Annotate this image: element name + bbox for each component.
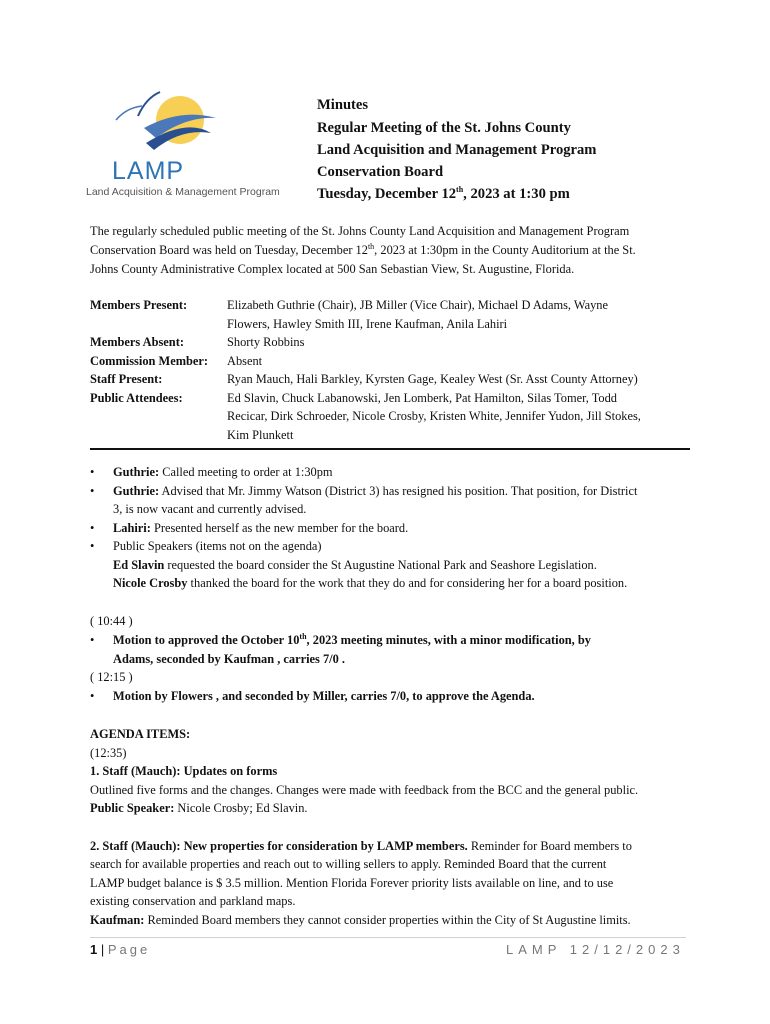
time-stamp-2: ( 12:15 ) xyxy=(90,670,133,684)
header-date-sup: th xyxy=(456,185,464,195)
header-line-2: Land Acquisition and Management Program xyxy=(317,142,597,158)
kaufman-text: Reminded Board members they cannot consider properties within the City of St Augustine limits. xyxy=(144,913,631,927)
kaufman-note xyxy=(90,911,631,930)
public-label: Public Attendees: xyxy=(90,391,183,405)
logo-bird-2 xyxy=(116,106,142,120)
bullet-2-name: Guthrie: xyxy=(113,484,160,498)
bullet-4: Public Speakers (items not on the agenda) xyxy=(113,539,322,553)
members-absent-label: Members Absent: xyxy=(90,335,184,349)
page-number xyxy=(90,942,150,957)
doc-title: Minutes xyxy=(317,97,369,113)
time-stamp-1: ( 10:44 ) xyxy=(90,614,133,628)
agenda-item-2-text-2: search for available properties and reach out to willing sellers to apply. Reminded Board that the current xyxy=(90,857,607,871)
motion-1 xyxy=(113,631,693,650)
intro-line-3: Johns County Administrative Complex located at 500 San Sebastian View, St. Augustine, Florida. xyxy=(90,262,575,276)
header-date-main: Tuesday, December 12 xyxy=(317,186,457,202)
intro-line-1: The regularly scheduled public meeting of the St. Johns County Land Acquisition and Management Program xyxy=(90,224,630,238)
agenda-item-1-title: 1. Staff (Mauch): Updates on forms xyxy=(90,764,278,778)
motion-1-text: Motion to approved the October 10 xyxy=(113,633,300,647)
speaker-label: Public Speaker: xyxy=(90,801,175,815)
bullet-dot: • xyxy=(90,539,95,553)
agenda-item-2-title: 2. Staff (Mauch): New properties for consideration by LAMP members. xyxy=(90,839,468,853)
agenda-item-2-text-3: LAMP budget balance is $ 3.5 million. Mention Florida Forever priority lists available on line, and to use xyxy=(90,876,614,890)
agenda-item-2-text-1: Reminder for Board members to xyxy=(467,839,632,853)
agenda-time: (12:35) xyxy=(90,746,127,760)
intro-line-2 xyxy=(90,241,690,260)
public-1: Ed Slavin, Chuck Labanowski, Jen Lomberk, Pat Hamilton, Silas Tomer, Todd xyxy=(227,391,617,405)
intro-line-2-text: Conservation Board was held on Tuesday, December 12 xyxy=(90,243,368,257)
speaker-1 xyxy=(113,556,693,575)
public-2: Recicar, Dirk Schroeder, Nicole Crosby, Kristen White, Jennifer Yudon, Jill Stokes, xyxy=(227,409,641,423)
bullet-2-cont: 3, is now vacant and currently advised. xyxy=(113,502,307,516)
agenda-item-1-text: Outlined five forms and the changes. Changes were made with feedback from the BCC and the general public. xyxy=(90,783,639,797)
logo-tagline: Land Acquisition & Management Program xyxy=(86,186,280,198)
logo-wordmark: LAMP xyxy=(112,157,185,185)
header-line-3: Conservation Board xyxy=(317,164,444,180)
bullet-2-text: Advised that Mr. Jimmy Watson (District 3) has resigned his position. That position, for District xyxy=(159,484,638,498)
page-number-value: 1 xyxy=(90,942,98,957)
public-3: Kim Plunkett xyxy=(227,428,294,442)
speaker-1-text: requested the board consider the St Augustine National Park and Seashore Legislation. xyxy=(164,558,597,572)
bullet-1-text: Called meeting to order at 1:30pm xyxy=(159,465,333,479)
header-line-1: Regular Meeting of the St. Johns County xyxy=(317,120,571,136)
footer-divider xyxy=(90,937,686,938)
staff-value: Ryan Mauch, Hali Barkley, Kyrsten Gage, Kealey West (Sr. Asst County Attorney) xyxy=(227,372,638,386)
bullet-2 xyxy=(113,482,693,501)
page-word: Page xyxy=(107,942,151,957)
intro-line-2-sup: th xyxy=(367,241,375,251)
motion-1-cont: Adams, seconded by Kaufman , carries 7/0 . xyxy=(113,652,345,666)
staff-label: Staff Present: xyxy=(90,372,163,386)
motion-1-rest: , 2023 meeting minutes, with a minor modification, by xyxy=(306,633,591,647)
members-absent: Shorty Robbins xyxy=(227,335,305,349)
members-present-2: Flowers, Hawley Smith III, Irene Kaufman, Anila Lahiri xyxy=(227,317,508,331)
speaker-2-text: thanked the board for the work that they do and for considering her for a board position. xyxy=(187,576,628,590)
bullet-dot: • xyxy=(90,465,95,479)
members-present-label: Members Present: xyxy=(90,298,188,312)
intro-line-2-rest: , 2023 at 1:30pm in the County Auditorium at the St. xyxy=(374,243,636,257)
logo-bird-1 xyxy=(138,92,160,116)
page-separator: | xyxy=(97,942,108,957)
bullet-3-name: Lahiri: xyxy=(113,521,151,535)
agenda-item-2-text-4: existing conservation and parkland maps. xyxy=(90,894,296,908)
commission-label: Commission Member: xyxy=(90,354,209,368)
motion-1-sup: th xyxy=(299,631,307,641)
header-date-time: , 2023 at 1:30 pm xyxy=(463,186,570,202)
speaker-2 xyxy=(113,574,693,593)
bullet-1-name: Guthrie: xyxy=(113,465,160,479)
commission-value: Absent xyxy=(227,354,263,368)
agenda-item-2 xyxy=(90,837,632,856)
speaker-names: Nicole Crosby; Ed Slavin. xyxy=(174,801,308,815)
agenda-item-1-speakers xyxy=(90,799,308,818)
bullet-dot: • xyxy=(90,484,95,498)
bullet-dot: • xyxy=(90,521,95,535)
bullet-dot: • xyxy=(90,689,95,703)
members-present-1: Elizabeth Guthrie (Chair), JB Miller (Vice Chair), Michael D Adams, Wayne xyxy=(227,298,608,312)
speaker-2-name: Nicole Crosby xyxy=(113,576,188,590)
bullet-1 xyxy=(113,463,693,482)
intro-paragraph xyxy=(90,222,690,279)
header-date xyxy=(317,183,570,205)
bullet-dot: • xyxy=(90,633,95,647)
section-divider xyxy=(90,448,690,450)
footer-right: LAMP 12/12/2023 xyxy=(506,942,685,957)
kaufman-label: Kaufman: xyxy=(90,913,145,927)
speaker-1-name: Ed Slavin xyxy=(113,558,165,572)
agenda-heading: AGENDA ITEMS: xyxy=(90,727,191,741)
bullet-3 xyxy=(113,519,693,538)
motion-2: Motion by Flowers , and seconded by Miller, carries 7/0, to approve the Agenda. xyxy=(113,689,535,703)
bullet-3-text: Presented herself as the new member for the board. xyxy=(150,521,409,535)
